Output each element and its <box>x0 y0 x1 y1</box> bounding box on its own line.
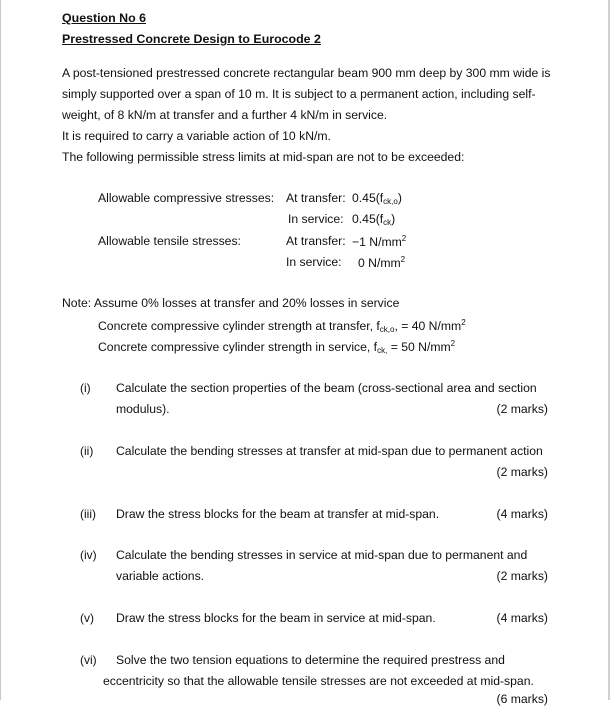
question-vi-line-2: eccentricity so that the allowable tensile stresses are not exceeded at mid-span. <box>103 674 534 688</box>
tens-at-transfer-label: At transfer: <box>286 234 346 248</box>
intro-line-3: weight, of 8 kN/m at transfer and a further 4 kN/m in service. <box>62 108 388 122</box>
note-line-3: Concrete compressive cylinder strength in service, $f_{ck,} = 50$ $N/mm^2$ <box>98 339 456 355</box>
question-v-line-1: Draw the stress blocks for the beam in service at mid-span. <box>116 611 436 625</box>
question-iv-number: (iv) <box>80 548 97 562</box>
question-iii-marks: (4 marks) <box>496 507 548 521</box>
question-subtitle: Prestressed Concrete Design to Eurocode 2 <box>62 32 321 46</box>
question-v-number: (v) <box>80 611 94 625</box>
tens-at-transfer-value: −1 $N/mm^2$ <box>352 234 407 249</box>
question-vi-line-1: Solve the two tension equations to determine the required prestress and <box>116 653 505 667</box>
note-line-2: Concrete compressive cylinder strength at transfer, $f_{ck,o}$, = 40 $N/mm^2$ <box>98 318 466 334</box>
question-i-line-1: Calculate the section properties of the beam (cross-sectional area and section <box>116 381 537 395</box>
intro-line-1: A post-tensioned prestressed concrete rectangular beam 900 mm deep by 300 mm wide is <box>62 66 551 80</box>
note-line-1: Note: Assume 0% losses at transfer and 20% losses in service <box>62 296 400 310</box>
page-left-edge <box>0 0 1 700</box>
comp-in-service-value: $0.45(f_{ck})$ <box>352 212 396 227</box>
tensile-stress-label: Allowable tensile stresses: <box>98 234 241 248</box>
question-vi-number: (vi) <box>80 653 97 667</box>
question-ii-marks: (2 marks) <box>496 465 548 479</box>
question-iii-line-1: Draw the stress blocks for the beam at transfer at mid-span. <box>116 507 440 521</box>
intro-line-5: The following permissible stress limits at mid-span are not to be exceeded: <box>62 150 465 164</box>
question-i-line-2: modulus). <box>116 402 170 416</box>
tens-in-service-label: In service: <box>286 255 342 269</box>
compressive-stress-label: Allowable compressive stresses: <box>98 191 275 205</box>
question-iv-line-1: Calculate the bending stresses in service at mid-span due to permanent and <box>116 548 528 562</box>
question-iv-line-2: variable actions. <box>116 569 205 583</box>
question-iv-marks: (2 marks) <box>496 569 548 583</box>
question-ii-line-1: Calculate the bending stresses at transfer at mid-span due to permanent action <box>116 444 543 458</box>
intro-line-4: It is required to carry a variable action of 10 kN/m. <box>62 129 331 143</box>
question-iii-number: (iii) <box>80 507 96 521</box>
question-v-marks: (4 marks) <box>496 611 548 625</box>
question-vi-marks: (6 marks) <box>496 692 548 706</box>
question-i-marks: (2 marks) <box>496 402 548 416</box>
question-ii-number: (ii) <box>80 444 94 458</box>
question-number: Question No 6 <box>62 11 146 25</box>
comp-at-transfer-label: At transfer: <box>286 191 346 205</box>
intro-line-2: simply supported over a span of 10 m. It is subject to a permanent action, including self- <box>62 87 536 101</box>
comp-in-service-label: In service: <box>288 212 344 226</box>
question-i-number: (i) <box>80 381 91 395</box>
comp-at-transfer-value: $0.45(f_{ck,o})$ <box>352 191 402 206</box>
tens-in-service-value: 0 $N/mm^2$ <box>358 255 406 270</box>
